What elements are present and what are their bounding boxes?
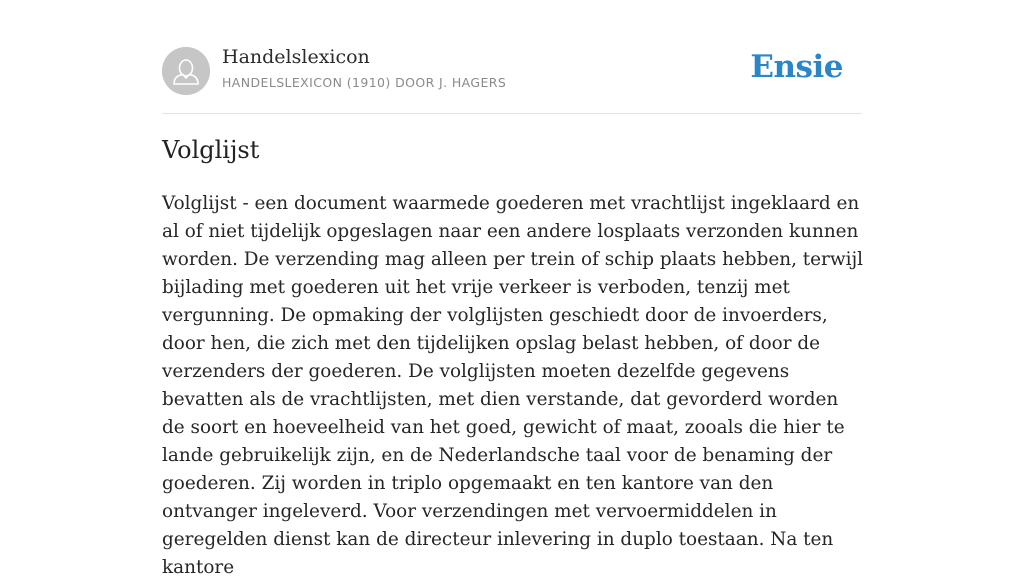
header-divider: [162, 113, 862, 114]
author-name[interactable]: Handelslexicon: [222, 46, 370, 68]
page-title: Volglijst: [162, 136, 260, 164]
article-header: [162, 47, 862, 95]
ensie-logo[interactable]: Ensie: [750, 49, 843, 85]
article-body: Volglijst - een document waarmede goederen met vrachtlijst ingeklaard en al of niet tijdelijk opgeslagen naar een andere losplaats verzonden kunnen worden. De verzending mag alleen per trein of schip plaats hebben, terwijl bijlading met goederen uit het vrije verkeer is verboden, tenzij met vergunning. De opmaking der volglijsten geschiedt door de invoerders, door hen, die zich met den tijdelijken opslag belast hebben, of door de verzenders der goederen. De volglijsten moeten dezelfde gegevens bevatten als de vrachtlijsten, met dien verstande, dat gevorderd worden de soort en hoeveelheid van het goed, gewicht of maat, zooals die hier te lande gebruikelijk zijn, en de Nederlandsche taal voor de benaming der goederen. Zij worden in triplo opgemaakt en ten kantore van den ontvanger ingeleverd. Voor verzendingen met vervoermiddelen in geregelden dienst kan de directeur inlevering in duplo toestaan. Na ten kantore: [162, 193, 864, 578]
author-source[interactable]: HANDELSLEXICON (1910) DOOR J. HAGERS: [222, 75, 507, 90]
user-silhouette-icon: [162, 47, 210, 95]
